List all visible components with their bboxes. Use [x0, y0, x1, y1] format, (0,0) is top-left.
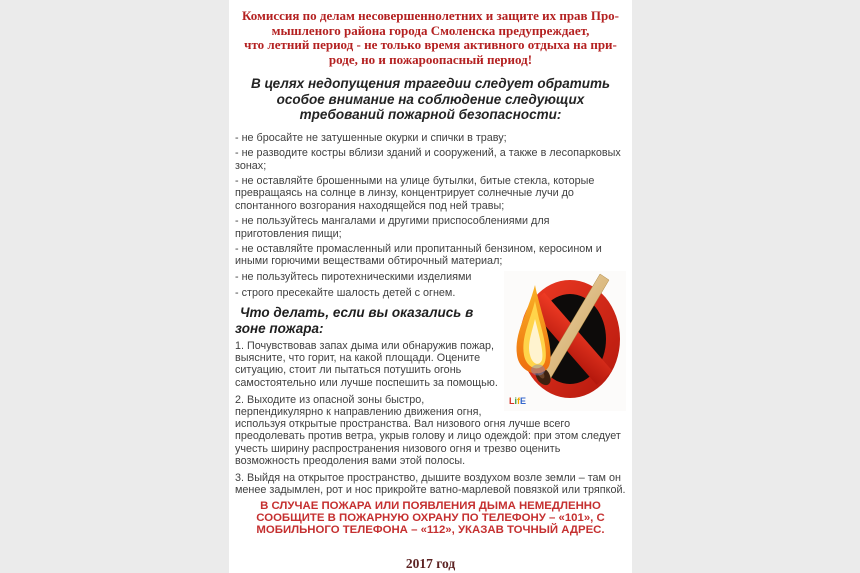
emergency-line: В СЛУЧАЕ ПОЖАРА ИЛИ ПОЯВЛЕНИЯ ДЫМА НЕМЕДЛЕННО — [260, 500, 601, 513]
rule-item: - не оставляйте промасленный или пропитанный бензином, керосином и иными горючими веществами обтирочный материал; — [235, 243, 602, 268]
intro-line: требований пожарной безопасности: — [299, 107, 562, 123]
rule-item: - не разводите костры вблизи зданий и сооружений, а также в лесопарковых зонах; — [235, 147, 621, 172]
emergency-line: СООБЩИТЕ В ПОЖАРНУЮ ОХРАНУ ПО ТЕЛЕФОНУ – «101», С — [256, 512, 605, 525]
no-open-fire-image — [504, 271, 626, 411]
no-open-fire-sign-graphic — [504, 271, 626, 411]
rule-item: - не бросайте не затушенные окурки и спички в траву; — [235, 131, 507, 144]
step-item: 1. Почувствовав запах дыма или обнаружив пожар, выясните, что горит, на какой площади. Оцените ситуацию, стоит ли пытаться потушить огонь самостоятельно или лучше поспешить за помощью. — [235, 340, 498, 389]
header-line: роде, но и пожароопасный период! — [328, 51, 533, 67]
year-label: 2017 год — [405, 555, 456, 571]
step-item: 2. Выходите из опасной зоны быстро, перпендикулярно к направлению движения огня, используя открытые пространства. Вал низового огня лучше всего преодолевать против ветра, укрыв голову и лицо одеждой: при этом следует учесть ширину распространения низового огня и трезво оценить возможность преодоления вами этой полосы. — [235, 393, 621, 467]
step-item: 3. Выйдя на открытое пространство, дышите воздухом возле земли – там он менее задымлен, рот и нос прикройте ватно-марлевой повязкой или тряпкой. — [235, 472, 626, 497]
rule-item: - не пользуйтесь мангалами и другими приспособлениями для приготовления пищи; — [235, 215, 550, 240]
header-warning — [235, 9, 626, 67]
emergency-notice — [235, 501, 626, 536]
document-page — [229, 0, 632, 573]
intro-line: В целях недопущения трагедии следует обратить — [250, 76, 611, 92]
intro-line: особое внимание на соблюдение следующих — [276, 91, 585, 107]
watermark-logo: LifE — [509, 396, 527, 407]
flame-blue-base — [531, 365, 545, 376]
emergency-line: МОБИЛЬНОГО ТЕЛЕФОНА – «112», УКАЗАВ ТОЧНЫЙ АДРЕС. — [256, 524, 605, 537]
header-line: что летний период - не только время активного отдыха на при- — [244, 37, 617, 53]
document-body — [235, 132, 626, 570]
what-to-do-heading: Что делать, если вы оказались в зоне пожара: — [235, 305, 474, 336]
header-line: мышленого района города Смоленска предупреждает, — [271, 22, 590, 38]
header-line: Комиссия по делам несовершеннолетних и защите их прав Про- — [241, 8, 620, 23]
rule-item: - не оставляйте брошенными на улице бутылки, битые стекла, которые превращаясь на солнце в линзу, концентрирует солнечные лучи до спонтанного возгорания находящейся под ней травы; — [235, 175, 595, 212]
rule-item: - строго пресекайте шалость детей с огнем. — [235, 286, 456, 299]
rule-item: - не пользуйтесь пиротехническими изделиями — [235, 271, 472, 284]
intro-heading — [235, 76, 626, 122]
